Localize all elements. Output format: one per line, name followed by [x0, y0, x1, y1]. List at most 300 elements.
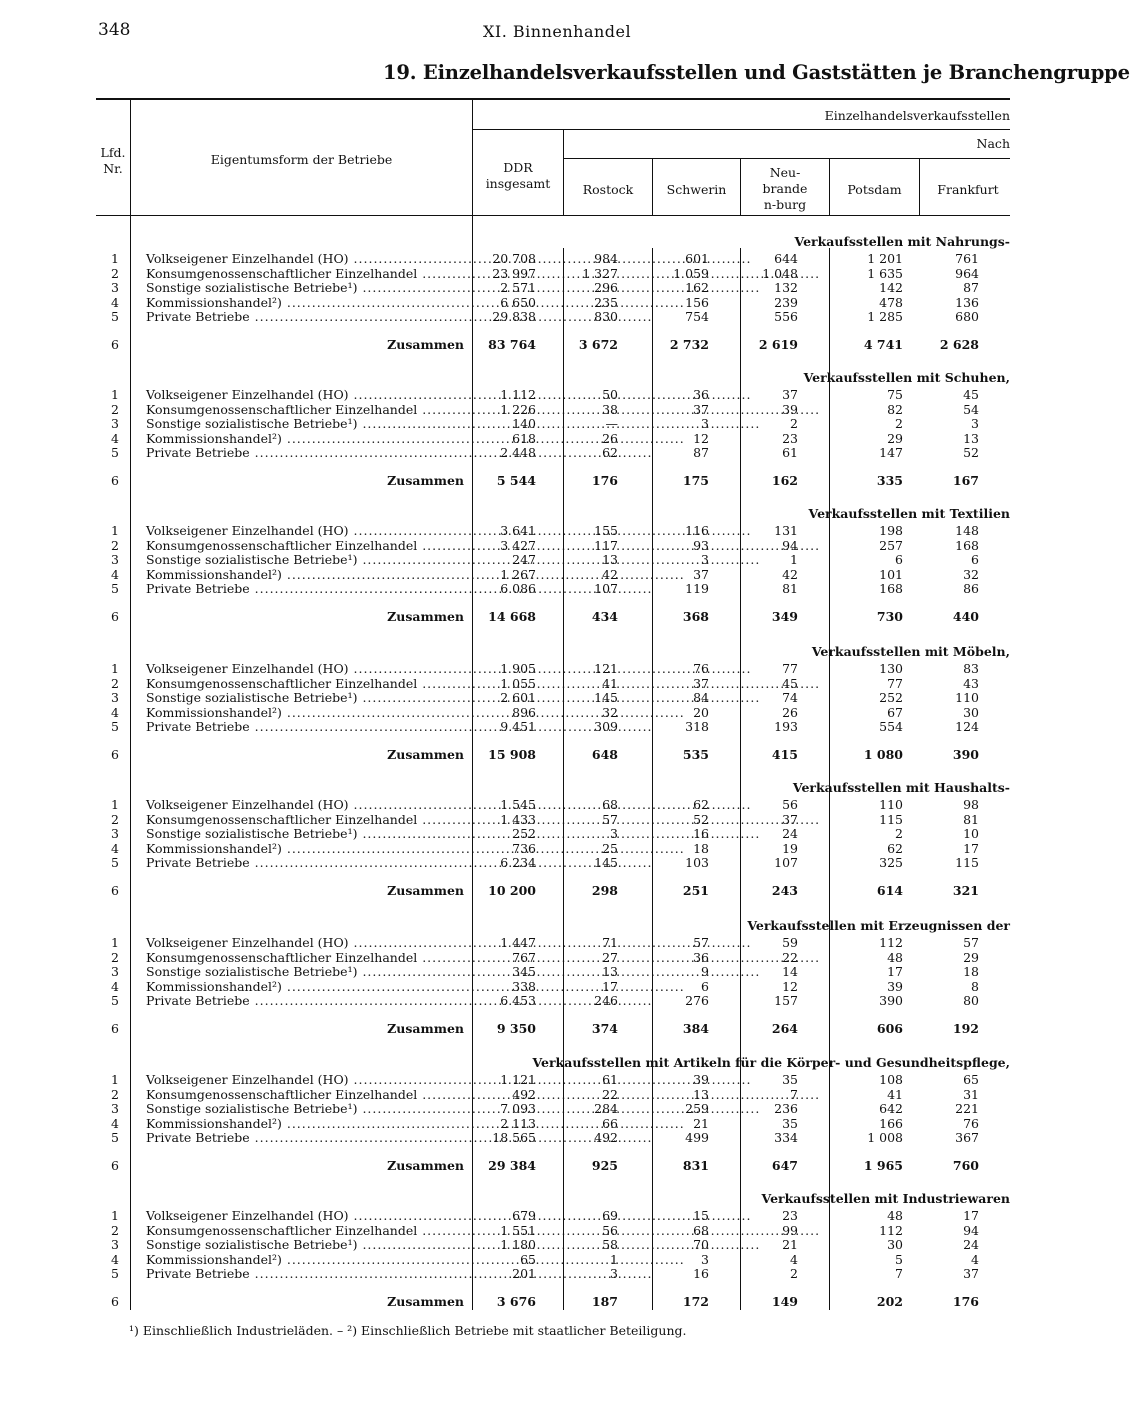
table-cell: 77	[887, 675, 903, 691]
section-label: Verkaufsstellen mit Industriewaren	[761, 1191, 1010, 1206]
table-row	[0, 1224, 1024, 1239]
table-total-row	[0, 1159, 1024, 1174]
row-label: Sonstige sozialistische Betriebe¹) .....	[146, 965, 464, 980]
row-label: Volkseigener Einzelhandel (HO) .....	[146, 798, 464, 813]
table-cell: 82	[887, 401, 903, 417]
row-number: 6	[111, 473, 119, 488]
total-label: Zusammen	[387, 337, 464, 352]
table-cell: 2	[895, 416, 903, 432]
row-number: 2	[111, 675, 119, 691]
total-cell: 2 628	[939, 337, 979, 352]
table-cell: 13	[602, 552, 618, 568]
total-label: Zusammen	[387, 473, 464, 488]
table-cell: 7 093	[500, 1101, 536, 1117]
table-cell: 9	[701, 964, 709, 980]
table-cell: 62	[887, 840, 903, 856]
table-cell: 10	[963, 826, 979, 842]
row-label: Konsumgenossenschaftlicher Einzelhandel .....	[146, 677, 464, 692]
section-label: Verkaufsstellen mit Erzeugnissen der	[747, 918, 1010, 933]
row-label: Konsumgenossenschaftlicher Einzelhandel .....	[146, 1224, 464, 1239]
total-cell: 167	[952, 473, 979, 488]
table-cell: 345	[512, 964, 536, 980]
table-row	[0, 1238, 1024, 1253]
row-number: 3	[111, 964, 119, 980]
table-cell: 56	[782, 797, 798, 812]
row-number: 4	[111, 294, 119, 310]
table-cell: 198	[879, 523, 903, 538]
row-label: Volkseigener Einzelhandel (HO) .....	[146, 662, 464, 677]
table-cell: 17	[963, 1208, 979, 1223]
table-cell: 1 433	[500, 811, 536, 827]
total-cell: 243	[771, 883, 798, 898]
table-cell: 1	[610, 1251, 618, 1267]
row-number: 1	[111, 1072, 119, 1087]
row-number: 1	[111, 797, 119, 812]
table-cell: 193	[774, 719, 798, 735]
table-cell: 37	[693, 566, 709, 582]
table-row	[0, 281, 1024, 296]
row-label: Kommissionshandel²) .....	[146, 706, 464, 721]
table-cell: 3	[610, 1266, 618, 1282]
total-cell: 647	[771, 1158, 798, 1173]
table-row	[0, 936, 1024, 951]
table-row	[0, 691, 1024, 706]
row-label: Sonstige sozialistische Betriebe¹) .....	[146, 1102, 464, 1117]
footnote: ¹) Einschließlich Industrieläden. – ²) Einschließlich Betriebe mit staatlicher Beteiligung.	[129, 1323, 687, 1338]
row-number: 5	[111, 581, 119, 597]
table-cell: 62	[602, 445, 618, 461]
row-number: 4	[111, 704, 119, 720]
header-rostock: Rostock	[582, 182, 634, 197]
table-cell: 77	[782, 661, 798, 676]
table-row	[0, 706, 1024, 721]
table-cell: 140	[512, 416, 536, 432]
table-cell: 24	[963, 1237, 979, 1253]
table-cell: 499	[685, 1130, 709, 1146]
table-cell: 84	[693, 690, 709, 706]
table-cell: 39	[782, 401, 798, 417]
table-cell: 26	[602, 430, 618, 446]
table-cell: 80	[963, 993, 979, 1009]
table-cell: 67	[887, 704, 903, 720]
total-cell: 3 676	[496, 1294, 536, 1309]
row-label: Kommissionshandel²) .....	[146, 1117, 464, 1132]
row-number: 5	[111, 719, 119, 735]
header-schwerin: Schwerin	[666, 182, 727, 197]
total-label: Zusammen	[387, 1158, 464, 1173]
table-total-row	[0, 1295, 1024, 1310]
table-cell: 556	[774, 309, 798, 325]
total-cell: 14 668	[488, 609, 536, 624]
table-cell: 48	[887, 1208, 903, 1223]
total-cell: 1 080	[863, 747, 903, 762]
row-number: 1	[111, 935, 119, 950]
table-cell: 148	[955, 523, 979, 538]
table-row	[0, 1267, 1024, 1282]
row-number: 2	[111, 1086, 119, 1102]
table-cell: 87	[963, 280, 979, 296]
table-cell: —	[605, 416, 618, 432]
table-cell: 296	[594, 280, 618, 296]
table-cell: 642	[879, 1101, 903, 1117]
table-cell: 679	[512, 1208, 536, 1223]
table-cell: 5	[895, 1251, 903, 1267]
table-total-row	[0, 884, 1024, 899]
table-row	[0, 432, 1024, 447]
table-row	[0, 539, 1024, 554]
section-label: Verkaufsstellen mit Artikeln für die Körper- und Gesundheitspflege,	[532, 1055, 1010, 1070]
table-cell: 69	[602, 1208, 618, 1223]
total-cell: 606	[876, 1021, 903, 1036]
table-total-row	[0, 1022, 1024, 1037]
table-cell: 38	[602, 401, 618, 417]
table-cell: 830	[594, 309, 618, 325]
total-cell: 5 544	[496, 473, 536, 488]
table-cell: 36	[693, 387, 709, 402]
table-cell: 1 121	[500, 1072, 536, 1087]
total-cell: 415	[771, 747, 798, 762]
table-row	[0, 1088, 1024, 1103]
header-bottom-rule	[96, 215, 1010, 216]
table-cell: 68	[602, 797, 618, 812]
table-row	[0, 842, 1024, 857]
table-cell: 1 327	[582, 265, 618, 281]
header-top-rule	[96, 98, 1010, 100]
table-cell: 2 601	[500, 690, 536, 706]
header-group-rule	[473, 129, 1010, 130]
row-number: 1	[111, 661, 119, 676]
row-number: 2	[111, 949, 119, 965]
total-cell: 4 741	[863, 337, 903, 352]
total-cell: 614	[876, 883, 903, 898]
table-cell: 75	[887, 387, 903, 402]
table-total-row	[0, 338, 1024, 353]
total-cell: 760	[952, 1158, 979, 1173]
total-cell: 368	[682, 609, 709, 624]
row-number: 2	[111, 1222, 119, 1238]
header-subgroup-rule	[563, 158, 1010, 159]
table-cell: 50	[602, 387, 618, 402]
table-cell: 20 708	[492, 251, 536, 266]
section-label: Verkaufsstellen mit Nahrungs-	[794, 234, 1010, 249]
table-cell: 131	[774, 523, 798, 538]
table-cell: 6	[701, 978, 709, 994]
table-cell: 32	[963, 566, 979, 582]
table-cell: 30	[887, 1237, 903, 1253]
row-label: Kommissionshandel²) .....	[146, 980, 464, 995]
table-cell: 276	[685, 993, 709, 1009]
table-cell: 390	[879, 993, 903, 1009]
table-cell: 23 997	[492, 265, 536, 281]
row-number: 3	[111, 416, 119, 432]
row-number: 5	[111, 309, 119, 325]
table-cell: 101	[879, 566, 903, 582]
table-cell: 66	[602, 1115, 618, 1131]
table-cell: 35	[782, 1115, 798, 1131]
total-cell: 1 965	[863, 1158, 903, 1173]
table-cell: 1 048	[762, 265, 798, 281]
table-cell: 57	[602, 811, 618, 827]
row-number: 6	[111, 883, 119, 898]
table-cell: 37	[782, 811, 798, 827]
row-number: 1	[111, 523, 119, 538]
table-cell: 168	[879, 581, 903, 597]
row-number: 4	[111, 430, 119, 446]
table-cell: 478	[879, 294, 903, 310]
table-cell: 30	[963, 704, 979, 720]
table-cell: 601	[685, 251, 709, 266]
row-label: Sonstige sozialistische Betriebe¹) .....	[146, 553, 464, 568]
total-label: Zusammen	[387, 747, 464, 762]
table-row	[0, 994, 1024, 1009]
total-cell: 192	[952, 1021, 979, 1036]
table-cell: 309	[594, 719, 618, 735]
table-cell: 68	[693, 1222, 709, 1238]
row-number: 3	[111, 826, 119, 842]
table-total-row	[0, 748, 1024, 763]
row-label: Volkseigener Einzelhandel (HO) .....	[146, 524, 464, 539]
table-cell: 136	[955, 294, 979, 310]
total-cell: 3 672	[578, 337, 618, 352]
table-cell: 754	[685, 309, 709, 325]
table-cell: 57	[963, 935, 979, 950]
table-row	[0, 798, 1024, 813]
table-cell: 984	[594, 251, 618, 266]
table-cell: 2	[895, 826, 903, 842]
table-cell: 17	[887, 964, 903, 980]
table-cell: 41	[887, 1086, 903, 1102]
table-cell: 94	[782, 537, 798, 553]
row-number: 3	[111, 1101, 119, 1117]
table-row	[0, 1131, 1024, 1146]
row-label: Volkseigener Einzelhandel (HO) .....	[146, 1209, 464, 1224]
total-cell: 29 384	[488, 1158, 536, 1173]
table-row	[0, 524, 1024, 539]
table-row	[0, 951, 1024, 966]
total-cell: 349	[771, 609, 798, 624]
table-cell: 1 905	[500, 661, 536, 676]
table-row	[0, 417, 1024, 432]
table-cell: 37	[963, 1266, 979, 1282]
table-cell: 257	[879, 537, 903, 553]
table-cell: 1 180	[500, 1237, 536, 1253]
table-cell: 3	[701, 552, 709, 568]
table-cell: 145	[594, 855, 618, 871]
table-cell: 13	[693, 1086, 709, 1102]
table-cell: 42	[782, 566, 798, 582]
table-cell: 81	[782, 581, 798, 597]
table-cell: 6 650	[500, 294, 536, 310]
table-cell: 1 551	[500, 1222, 536, 1238]
table-cell: 896	[512, 704, 536, 720]
table-row	[0, 1209, 1024, 1224]
table-cell: 130	[879, 661, 903, 676]
total-label: Zusammen	[387, 1021, 464, 1036]
table-cell: 110	[955, 690, 979, 706]
table-cell: 117	[594, 537, 618, 553]
table-cell: 121	[594, 661, 618, 676]
table-cell: 26	[782, 704, 798, 720]
table-cell: 115	[879, 811, 903, 827]
table-cell: 65	[520, 1251, 536, 1267]
table-cell: 57	[693, 935, 709, 950]
header-ownership: Eigentumsform der Betriebe	[210, 152, 393, 167]
table-cell: 761	[955, 251, 979, 266]
total-cell: 176	[952, 1294, 979, 1309]
header-group: Einzelhandelsverkaufsstellen	[824, 108, 1010, 123]
table-row	[0, 662, 1024, 677]
table-row	[0, 553, 1024, 568]
table-cell: 145	[594, 690, 618, 706]
table-cell: 39	[887, 978, 903, 994]
total-label: Zusammen	[387, 1294, 464, 1309]
total-cell: 162	[771, 473, 798, 488]
table-cell: 334	[774, 1130, 798, 1146]
table-cell: 239	[774, 294, 798, 310]
table-cell: 259	[685, 1101, 709, 1117]
row-label: Volkseigener Einzelhandel (HO) .....	[146, 936, 464, 951]
header-neubrandenburg: Neu-branden-burg	[762, 165, 808, 212]
table-cell: 3 641	[500, 523, 536, 538]
table-cell: 115	[955, 855, 979, 871]
total-cell: 434	[591, 609, 618, 624]
table-row	[0, 827, 1024, 842]
table-row	[0, 446, 1024, 461]
total-label: Zusammen	[387, 883, 464, 898]
row-number: 6	[111, 1021, 119, 1036]
table-cell: 2 571	[500, 280, 536, 296]
table-row	[0, 296, 1024, 311]
row-number: 3	[111, 280, 119, 296]
section-label: Verkaufsstellen mit Möbeln,	[811, 644, 1010, 659]
table-cell: 12	[782, 978, 798, 994]
table-cell: 1	[790, 552, 798, 568]
row-number: 3	[111, 552, 119, 568]
table-cell: 318	[685, 719, 709, 735]
table-cell: 110	[879, 797, 903, 812]
table-cell: 6	[971, 552, 979, 568]
table-cell: 7	[790, 1086, 798, 1102]
total-cell: 202	[876, 1294, 903, 1309]
total-cell: 10 200	[488, 883, 536, 898]
table-cell: 338	[512, 978, 536, 994]
table-cell: 964	[955, 265, 979, 281]
row-number: 6	[111, 1294, 119, 1309]
row-label: Konsumgenossenschaftlicher Einzelhandel .....	[146, 403, 464, 418]
table-cell: 119	[685, 581, 709, 597]
table-cell: 247	[512, 552, 536, 568]
table-cell: 1 635	[867, 265, 903, 281]
table-cell: 157	[774, 993, 798, 1009]
row-label: Sonstige sozialistische Betriebe¹) .....	[146, 691, 464, 706]
total-cell: 321	[952, 883, 979, 898]
row-label: Private Betriebe .....	[146, 1267, 464, 1282]
total-cell: 251	[682, 883, 709, 898]
table-cell: 1 055	[500, 675, 536, 691]
total-cell: 384	[682, 1021, 709, 1036]
table-cell: 2 448	[500, 445, 536, 461]
table-total-row	[0, 610, 1024, 625]
table-cell: 23	[782, 1208, 798, 1223]
table-cell: 680	[955, 309, 979, 325]
table-cell: 48	[887, 949, 903, 965]
table-cell: 71	[602, 935, 618, 950]
table-total-row	[0, 474, 1024, 489]
total-label: Zusammen	[387, 609, 464, 624]
table-cell: 18	[963, 964, 979, 980]
table-cell: 54	[963, 401, 979, 417]
table-cell: 93	[693, 537, 709, 553]
table-cell: 99	[782, 1222, 798, 1238]
row-number: 4	[111, 978, 119, 994]
table-cell: 1 226	[500, 401, 536, 417]
row-label: Kommissionshandel²) .....	[146, 1253, 464, 1268]
table-cell: 108	[879, 1072, 903, 1087]
table-cell: 2	[790, 416, 798, 432]
table-row	[0, 1102, 1024, 1117]
table-cell: 124	[955, 719, 979, 735]
row-label: Konsumgenossenschaftlicher Einzelhandel .....	[146, 951, 464, 966]
row-number: 2	[111, 537, 119, 553]
table-cell: 16	[693, 1266, 709, 1282]
total-cell: 730	[876, 609, 903, 624]
table-cell: 1 201	[867, 251, 903, 266]
header-frankfurt: Frankfurt	[937, 182, 999, 197]
table-cell: 3 427	[500, 537, 536, 553]
total-cell: 2 619	[758, 337, 798, 352]
table-cell: 22	[782, 949, 798, 965]
table-cell: 8	[971, 978, 979, 994]
row-label: Volkseigener Einzelhandel (HO) .....	[146, 252, 464, 267]
table-cell: 42	[602, 566, 618, 582]
table-cell: 155	[594, 523, 618, 538]
total-cell: 175	[682, 473, 709, 488]
total-cell: 149	[771, 1294, 798, 1309]
row-number: 2	[111, 265, 119, 281]
table-row	[0, 677, 1024, 692]
row-number: 2	[111, 401, 119, 417]
table-cell: 20	[693, 704, 709, 720]
row-label: Kommissionshandel²) .....	[146, 432, 464, 447]
row-number: 4	[111, 840, 119, 856]
table-cell: 22	[602, 1086, 618, 1102]
table-cell: 246	[594, 993, 618, 1009]
table-cell: 74	[782, 690, 798, 706]
total-cell: 925	[591, 1158, 618, 1173]
table-row	[0, 1073, 1024, 1088]
table-cell: 6 453	[500, 993, 536, 1009]
table-cell: 61	[782, 445, 798, 461]
table-cell: 86	[963, 581, 979, 597]
table-cell: 41	[602, 675, 618, 691]
table-row	[0, 1117, 1024, 1132]
table-cell: 1 112	[500, 387, 536, 402]
table-title: 19. Einzelhandelsverkaufsstellen und Gaststätten je Branchengruppe	[383, 61, 1130, 84]
table-cell: 19	[782, 840, 798, 856]
table-cell: 147	[879, 445, 903, 461]
table-cell: 252	[512, 826, 536, 842]
table-cell: 554	[879, 719, 903, 735]
row-label: Private Betriebe .....	[146, 994, 464, 1009]
table-cell: 15	[693, 1208, 709, 1223]
table-cell: 9 451	[500, 719, 536, 735]
table-cell: 166	[879, 1115, 903, 1131]
row-number: 6	[111, 609, 119, 624]
chapter-heading: XI. Binnenhandel	[483, 22, 632, 41]
table-row	[0, 1253, 1024, 1268]
table-cell: 29	[887, 430, 903, 446]
table-cell: 6 234	[500, 855, 536, 871]
